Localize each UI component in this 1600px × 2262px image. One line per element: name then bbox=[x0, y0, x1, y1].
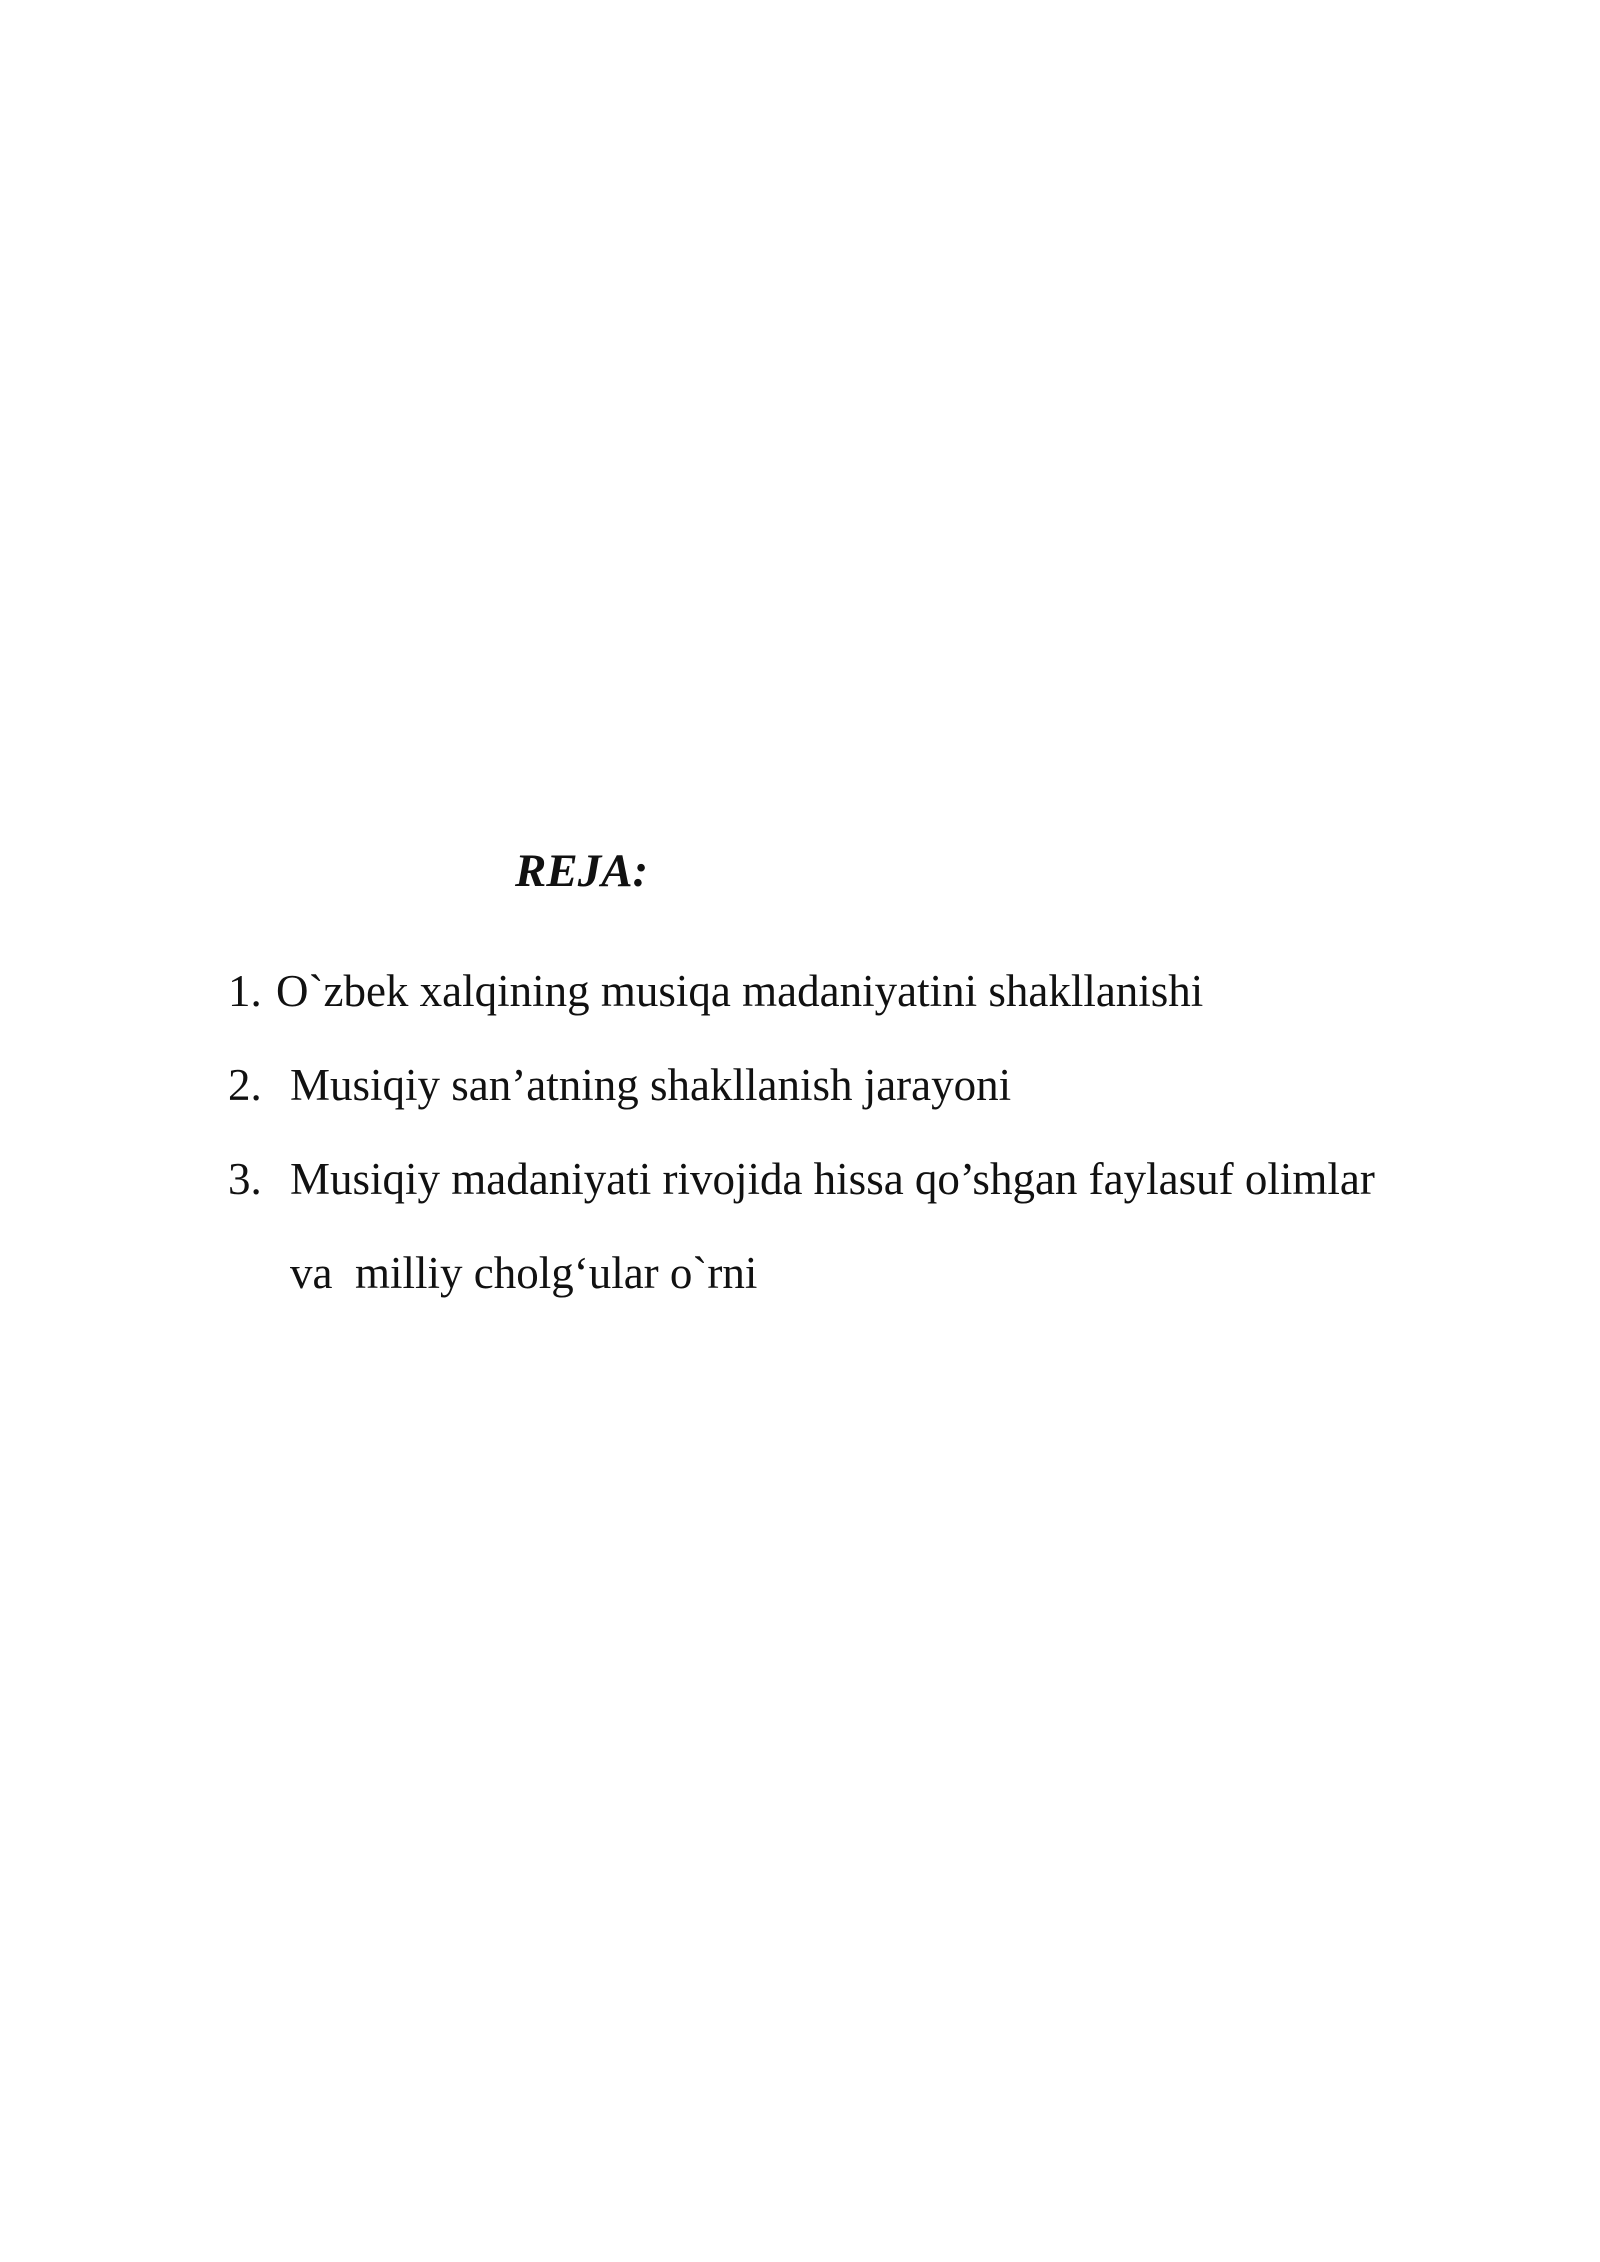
list-item bbox=[228, 944, 1375, 1038]
list-item-continuation-text: va milliy cholg‘ular o`rni bbox=[290, 1248, 758, 1298]
list-item bbox=[228, 1038, 1375, 1132]
plan-list bbox=[228, 944, 1375, 1320]
list-item-number: 1. bbox=[228, 966, 262, 1016]
list-item-number: 3. bbox=[228, 1154, 262, 1204]
list-item-continuation bbox=[228, 1226, 1375, 1320]
list-item-text: Musiqiy san’atning shakllanish jarayoni bbox=[290, 1060, 1012, 1110]
list-item-text: O`zbek xalqining musiqa madaniyatini shakllanishi bbox=[276, 966, 1204, 1016]
list-item-number: 2. bbox=[228, 1060, 262, 1110]
page-title: REJA: bbox=[515, 845, 649, 897]
list-item-text: Musiqiy madaniyati rivojida hissa qo’shgan faylasuf olimlar bbox=[290, 1154, 1375, 1204]
list-item bbox=[228, 1132, 1375, 1226]
